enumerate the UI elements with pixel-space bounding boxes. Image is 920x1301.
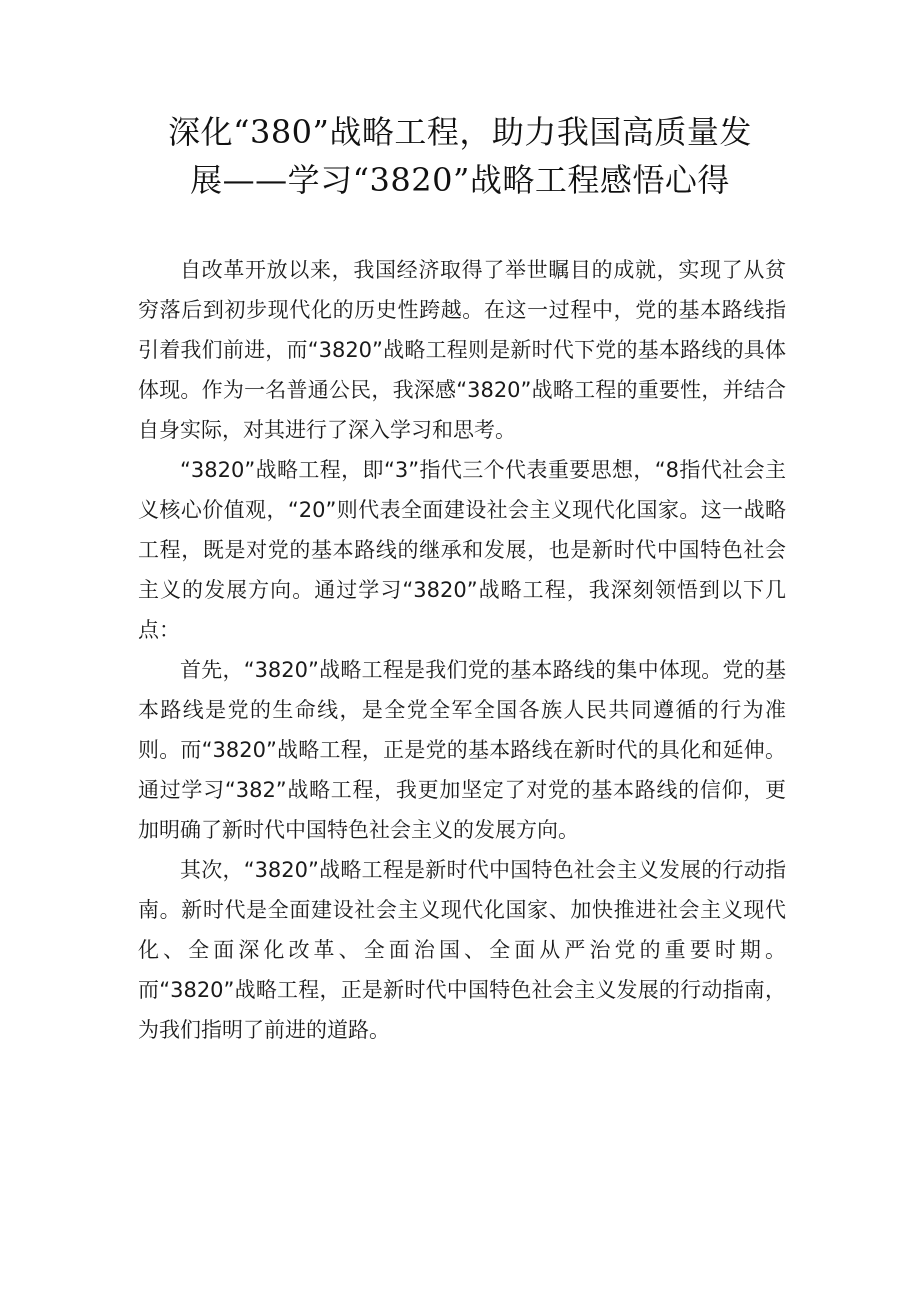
document-body	[138, 250, 786, 1050]
paragraph-2: “3820”战略工程，即“3”指代三个代表重要思想，“8指代社会主义核心价值观，“20”则代表全面建设社会主义现代化国家。这一战略工程，既是对党的基本路线的继承和发展，也是新时代中国特色社会主义的发展方向。通过学习“3820”战略工程，我深刻领悟到以下几点：	[138, 458, 786, 642]
title-line-2: 展——学习“3820”战略工程感悟心得	[190, 161, 730, 199]
paragraph-1: 自改革开放以来，我国经济取得了举世瞩目的成就，实现了从贫穷落后到初步现代化的历史性跨越。在这一过程中，党的基本路线指引着我们前进，而“3820”战略工程则是新时代下党的基本路线的具体体现。作为一名普通公民，我深感“3820”战略工程的重要性，并结合自身实际，对其进行了深入学习和思考。	[138, 258, 786, 442]
document-title	[120, 108, 800, 204]
paragraph-3: 首先，“3820”战略工程是我们党的基本路线的集中体现。党的基本路线是党的生命线，是全党全军全国各族人民共同遵循的行为准则。而“3820”战略工程，正是党的基本路线在新时代的具化和延伸。通过学习“382”战略工程，我更加坚定了对党的基本路线的信仰，更加明确了新时代中国特色社会主义的发展方向。	[138, 658, 786, 842]
paragraph-4: 其次，“3820”战略工程是新时代中国特色社会主义发展的行动指南。新时代是全面建设社会主义现代化国家、加快推进社会主义现代化、全面深化改革、全面治国、全面从严治党的重要时期。而“3820”战略工程，正是新时代中国特色社会主义发展的行动指南，为我们指明了前进的道路。	[138, 858, 786, 1042]
title-line-1: 深化“380”战略工程，助力我国高质量发	[168, 113, 752, 151]
